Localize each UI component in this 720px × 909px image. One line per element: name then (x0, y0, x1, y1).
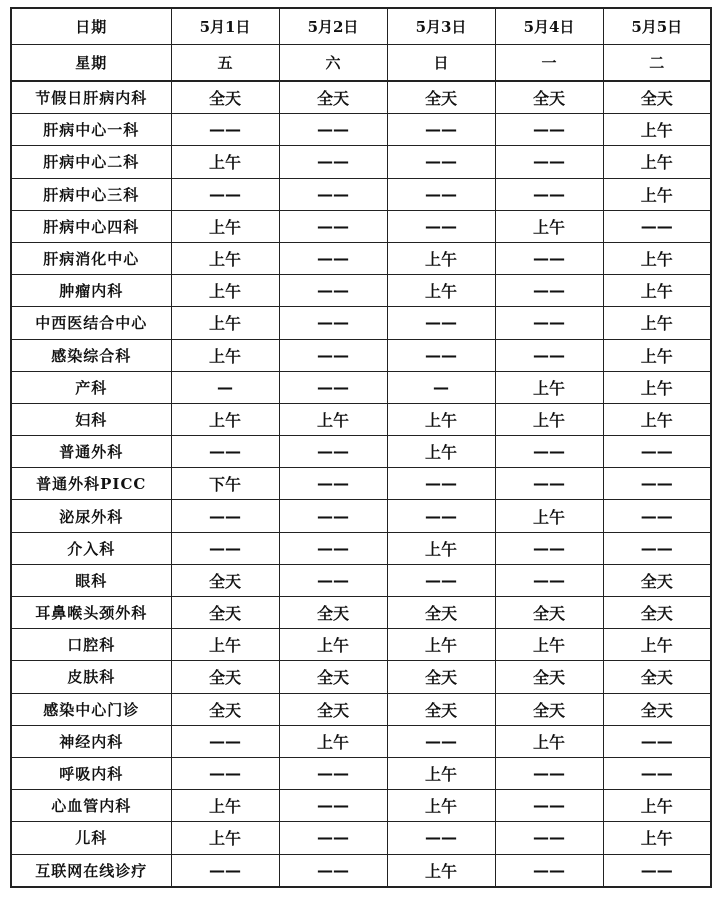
schedule-slot: —— (279, 757, 387, 789)
schedule-slot: —— (495, 114, 603, 146)
table-row (11, 210, 711, 242)
schedule-slot: 上午 (171, 242, 279, 274)
schedule-slot: 全天 (279, 597, 387, 629)
schedule-slot: —— (387, 178, 495, 210)
schedule-slot: 上午 (279, 403, 387, 435)
weekday-header-row (11, 45, 711, 82)
schedule-slot: —— (279, 339, 387, 371)
schedule-slot: 上午 (387, 532, 495, 564)
schedule-slot: 上午 (495, 403, 603, 435)
schedule-slot: 上午 (603, 629, 711, 661)
schedule-slot: —— (279, 371, 387, 403)
schedule-body (11, 8, 711, 887)
schedule-slot: —— (603, 532, 711, 564)
table-row (11, 822, 711, 854)
schedule-slot: —— (171, 500, 279, 532)
schedule-slot: 上午 (603, 822, 711, 854)
schedule-slot: —— (495, 854, 603, 887)
schedule-slot: —— (495, 532, 603, 564)
schedule-slot: —— (495, 242, 603, 274)
department-name: 泌尿外科 (11, 500, 171, 532)
schedule-slot: 上午 (171, 210, 279, 242)
schedule-slot: 全天 (171, 661, 279, 693)
schedule-slot: —— (387, 564, 495, 596)
schedule-slot: 全天 (603, 81, 711, 114)
schedule-slot: 上午 (603, 275, 711, 307)
schedule-slot: 全天 (387, 597, 495, 629)
date-1: 5月1日 (171, 8, 279, 45)
schedule-slot: —— (603, 210, 711, 242)
schedule-slot: 全天 (171, 81, 279, 114)
schedule-slot: —— (279, 854, 387, 887)
schedule-slot: —— (279, 178, 387, 210)
schedule-slot: 上午 (387, 757, 495, 789)
schedule-slot: 上午 (387, 790, 495, 822)
schedule-slot: —— (171, 725, 279, 757)
department-name: 感染中心门诊 (11, 693, 171, 725)
department-name: 节假日肝病内科 (11, 81, 171, 114)
table-row (11, 500, 711, 532)
schedule-slot: 全天 (171, 597, 279, 629)
schedule-slot: —— (387, 146, 495, 178)
date-4: 5月4日 (495, 8, 603, 45)
schedule-slot: 上午 (603, 339, 711, 371)
table-row (11, 725, 711, 757)
department-name: 口腔科 (11, 629, 171, 661)
schedule-slot: 上午 (171, 629, 279, 661)
weekday-2: 六 (279, 45, 387, 82)
schedule-slot: —— (387, 468, 495, 500)
schedule-slot: — (171, 371, 279, 403)
schedule-slot: 上午 (495, 500, 603, 532)
department-name: 肝病中心二科 (11, 146, 171, 178)
schedule-slot: —— (279, 468, 387, 500)
schedule-slot: 上午 (387, 242, 495, 274)
schedule-slot: 上午 (171, 403, 279, 435)
schedule-slot: —— (495, 436, 603, 468)
schedule-slot: —— (495, 822, 603, 854)
schedule-slot: 全天 (387, 693, 495, 725)
schedule-slot: 上午 (495, 629, 603, 661)
weekday-3: 日 (387, 45, 495, 82)
schedule-slot: 全天 (603, 661, 711, 693)
table-row (11, 757, 711, 789)
schedule-slot: 全天 (495, 597, 603, 629)
department-name: 中西医结合中心 (11, 307, 171, 339)
schedule-slot: 上午 (279, 725, 387, 757)
schedule-slot: 上午 (495, 371, 603, 403)
schedule-slot: 上午 (603, 242, 711, 274)
schedule-slot: 上午 (603, 307, 711, 339)
schedule-slot: 上午 (171, 822, 279, 854)
table-row (11, 854, 711, 887)
schedule-slot: —— (387, 114, 495, 146)
schedule-slot: —— (495, 178, 603, 210)
department-name: 肿瘤内科 (11, 275, 171, 307)
schedule-slot: 全天 (387, 661, 495, 693)
department-name: 儿科 (11, 822, 171, 854)
schedule-slot: —— (171, 178, 279, 210)
department-name: 肝病中心一科 (11, 114, 171, 146)
schedule-slot: 下午 (171, 468, 279, 500)
schedule-slot: —— (603, 500, 711, 532)
date-5: 5月5日 (603, 8, 711, 45)
schedule-slot: 上午 (279, 629, 387, 661)
schedule-slot: 上午 (603, 114, 711, 146)
table-row (11, 146, 711, 178)
weekday-label: 星期 (11, 45, 171, 82)
department-name: 产科 (11, 371, 171, 403)
schedule-slot: —— (495, 757, 603, 789)
schedule-slot: —— (387, 210, 495, 242)
table-row (11, 790, 711, 822)
schedule-slot: —— (279, 307, 387, 339)
weekday-1: 五 (171, 45, 279, 82)
department-name: 呼吸内科 (11, 757, 171, 789)
date-label: 日期 (11, 8, 171, 45)
schedule-slot: 上午 (603, 371, 711, 403)
date-header-row (11, 8, 711, 45)
department-name: 互联网在线诊疗 (11, 854, 171, 887)
table-row (11, 178, 711, 210)
department-name: 普通外科PICC (11, 468, 171, 500)
schedule-slot: —— (495, 307, 603, 339)
schedule-slot: 上午 (387, 436, 495, 468)
table-row (11, 81, 711, 114)
schedule-slot: 上午 (387, 854, 495, 887)
schedule-slot: 全天 (495, 693, 603, 725)
table-row (11, 468, 711, 500)
schedule-slot: —— (495, 339, 603, 371)
schedule-slot: —— (279, 790, 387, 822)
table-row (11, 564, 711, 596)
schedule-sheet (10, 7, 710, 888)
schedule-slot: 上午 (603, 178, 711, 210)
weekday-5: 二 (603, 45, 711, 82)
table-row (11, 597, 711, 629)
schedule-slot: —— (279, 146, 387, 178)
table-row (11, 339, 711, 371)
schedule-slot: 全天 (495, 661, 603, 693)
schedule-slot: 上午 (171, 790, 279, 822)
schedule-slot: 上午 (603, 146, 711, 178)
schedule-slot: 全天 (171, 693, 279, 725)
schedule-slot: 上午 (495, 725, 603, 757)
table-row (11, 242, 711, 274)
department-name: 耳鼻喉头颈外科 (11, 597, 171, 629)
schedule-slot: 全天 (603, 564, 711, 596)
schedule-slot: —— (603, 854, 711, 887)
department-name: 皮肤科 (11, 661, 171, 693)
schedule-slot: —— (387, 725, 495, 757)
schedule-slot: 上午 (603, 790, 711, 822)
schedule-slot: 全天 (495, 81, 603, 114)
schedule-slot: —— (171, 114, 279, 146)
table-row (11, 403, 711, 435)
schedule-slot: —— (279, 242, 387, 274)
schedule-slot: —— (387, 339, 495, 371)
schedule-slot: — (387, 371, 495, 403)
schedule-slot: —— (495, 275, 603, 307)
schedule-slot: —— (279, 564, 387, 596)
schedule-slot: 全天 (387, 81, 495, 114)
schedule-slot: —— (603, 725, 711, 757)
schedule-slot: —— (495, 146, 603, 178)
schedule-slot: —— (495, 468, 603, 500)
date-2: 5月2日 (279, 8, 387, 45)
schedule-slot: 全天 (603, 693, 711, 725)
schedule-slot: 全天 (279, 661, 387, 693)
schedule-slot: —— (279, 532, 387, 564)
department-name: 妇科 (11, 403, 171, 435)
table-row (11, 436, 711, 468)
table-row (11, 661, 711, 693)
schedule-slot: —— (279, 436, 387, 468)
schedule-slot: —— (387, 500, 495, 532)
schedule-slot: —— (279, 114, 387, 146)
schedule-slot: —— (279, 275, 387, 307)
schedule-slot: 上午 (171, 339, 279, 371)
schedule-slot: 上午 (495, 210, 603, 242)
department-name: 肝病消化中心 (11, 242, 171, 274)
date-3: 5月3日 (387, 8, 495, 45)
schedule-slot: 上午 (387, 403, 495, 435)
schedule-slot: —— (171, 436, 279, 468)
schedule-slot: 全天 (171, 564, 279, 596)
schedule-slot: —— (279, 210, 387, 242)
department-name: 心血管内科 (11, 790, 171, 822)
table-row (11, 307, 711, 339)
schedule-slot: 上午 (603, 403, 711, 435)
schedule-slot: —— (171, 757, 279, 789)
table-row (11, 693, 711, 725)
schedule-slot: 上午 (387, 629, 495, 661)
schedule-slot: —— (495, 790, 603, 822)
table-row (11, 371, 711, 403)
schedule-slot: —— (387, 822, 495, 854)
schedule-slot: —— (387, 307, 495, 339)
department-name: 肝病中心四科 (11, 210, 171, 242)
table-row (11, 114, 711, 146)
table-row (11, 275, 711, 307)
department-name: 普通外科 (11, 436, 171, 468)
schedule-slot: 全天 (279, 81, 387, 114)
schedule-slot: 上午 (171, 307, 279, 339)
schedule-slot: —— (495, 564, 603, 596)
schedule-slot: —— (279, 822, 387, 854)
schedule-slot: 上午 (171, 146, 279, 178)
holiday-clinic-schedule-table (10, 7, 712, 888)
weekday-4: 一 (495, 45, 603, 82)
table-row (11, 532, 711, 564)
schedule-slot: 上午 (387, 275, 495, 307)
schedule-slot: 全天 (603, 597, 711, 629)
schedule-slot: —— (603, 436, 711, 468)
schedule-slot: —— (279, 500, 387, 532)
department-name: 介入科 (11, 532, 171, 564)
department-name: 神经内科 (11, 725, 171, 757)
department-name: 肝病中心三科 (11, 178, 171, 210)
schedule-slot: 全天 (279, 693, 387, 725)
schedule-slot: —— (171, 854, 279, 887)
department-name: 感染综合科 (11, 339, 171, 371)
schedule-slot: —— (603, 757, 711, 789)
schedule-slot: —— (603, 468, 711, 500)
table-row (11, 629, 711, 661)
department-name: 眼科 (11, 564, 171, 596)
schedule-slot: 上午 (171, 275, 279, 307)
schedule-slot: —— (171, 532, 279, 564)
